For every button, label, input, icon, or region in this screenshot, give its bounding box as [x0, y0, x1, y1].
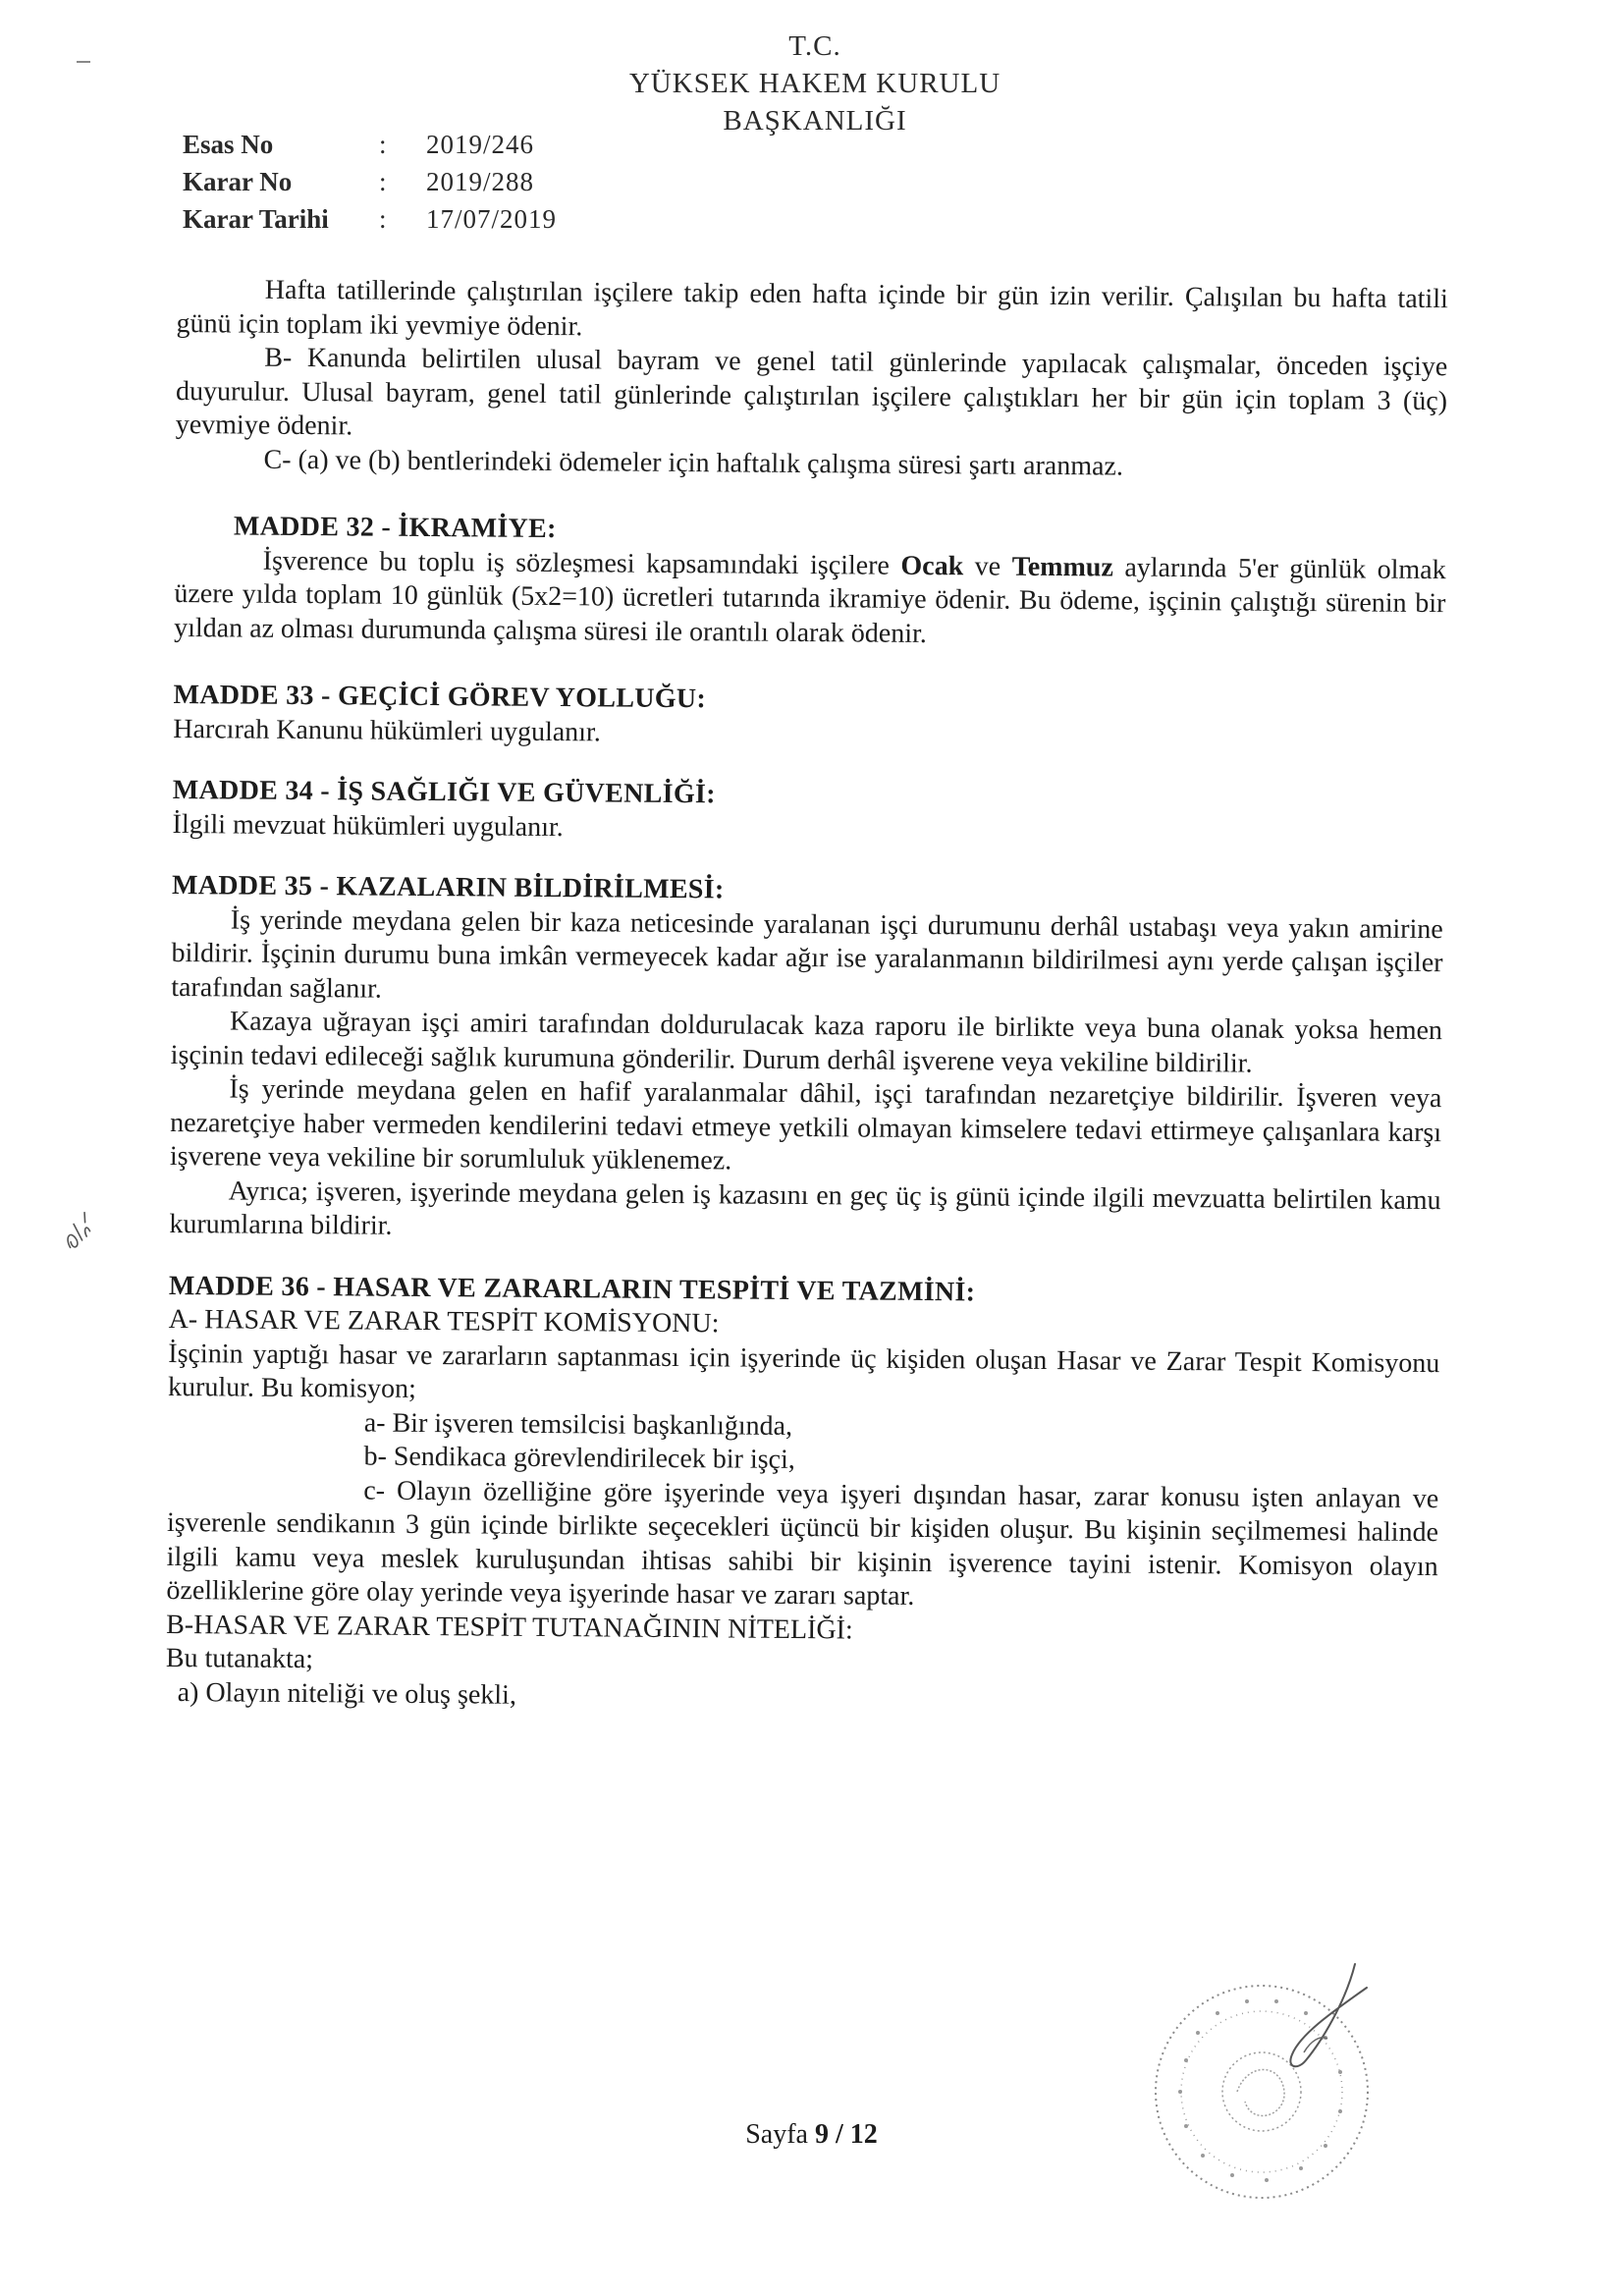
- text-segment: ve: [963, 550, 1012, 582]
- list-item: a) Olayın niteliği ve oluş şekli,: [177, 1676, 517, 1711]
- meta-label: Esas No: [183, 130, 274, 159]
- article-35-heading: MADDE 35 - KAZALARIN BİLDİRİLMESİ:: [171, 869, 725, 905]
- paragraph: İşçinin yaptığı hasar ve zararların saptanması için işyerinde üç kişiden oluşan Hasar ve Zarar Tespit Komisyonu kurulur. Bu komisyon;: [167, 1338, 1440, 1404]
- meta-value: 2019/288: [426, 167, 535, 196]
- meta-colon: :: [379, 204, 387, 234]
- meta-colon: :: [379, 130, 387, 159]
- list-item: c- Olayın özelliğine göre işyerinde veya işyeri dışından hasar, zarar konusu işten anlayan ve işverenle sendikanın 3 gün içinde birlikte seçecekleri üçüncü bir kişiden oluşur. Bu kişinin seçilmemesi halinde ilgili kamu veya meslek kuruluşundan ihtisas sahibi bir kişinin işverence tayini istenir. Komisyon olayın özelliklerine göre olay yerinde veya işyerinde hasar ve zararı saptar.: [166, 1475, 1439, 1612]
- page-label: Sayfa: [745, 2119, 815, 2150]
- article-33-heading: MADDE 33 - GEÇİCİ GÖREV YOLLUĞU:: [173, 679, 707, 715]
- meta-label: Karar Tarihi: [183, 204, 329, 234]
- header-line-office: BAŞKANLIĞI: [723, 105, 907, 137]
- article-34-heading: MADDE 34 - İŞ SAĞLIĞI VE GÜVENLİĞİ:: [172, 774, 716, 810]
- paragraph: İş yerinde meydana gelen en hafif yaralanmalar dâhil, işçi tarafından nezaretçiye bildirilir. İşveren veya nezaretçiye haber vermeden kendilerini tedavi etmeye yetkili olmayan kimselere tedavi ettirmeye çalışanlara karşı işverene veya vekiline bir sorumluluk yüklenemez.: [169, 1073, 1442, 1176]
- meta-row-esas: [183, 126, 557, 163]
- paragraph: C- (a) ve (b) bentlerindeki ödemeler için haftalık çalışma süresi şartı aranmaz.: [263, 444, 1124, 482]
- meta-label: Karar No: [183, 167, 293, 196]
- month-ocak: Ocak: [900, 550, 964, 581]
- page-number: 9 / 12: [814, 2119, 878, 2150]
- case-metadata: [183, 126, 557, 238]
- article-36-section-b-heading: B-HASAR VE ZARAR TESPİT TUTANAĞININ NİTELİĞİ:: [166, 1609, 853, 1645]
- signature-initials-mark: [53, 1207, 109, 1263]
- document-header: [550, 27, 1080, 139]
- meta-row-karar: [183, 163, 557, 200]
- article-36-heading: MADDE 36 - HASAR VE ZARARLARIN TESPİTİ VE TAZMİNİ:: [168, 1270, 976, 1307]
- scan-mark: [77, 61, 90, 63]
- official-seal: [1109, 1944, 1434, 2224]
- document-body: [166, 273, 1448, 1720]
- list-item: a- Bir işveren temsilcisi başkanlığında,: [363, 1407, 793, 1442]
- paragraph: B- Kanunda belirtilen ulusal bayram ve genel tatil günlerinde yapılacak çalışmalar, önceden işçiye duyurulur. Ulusal bayram, genel tatil günlerinde çalıştırılan işçilere çalıştıkları her bir gün için toplam 3 (üç) yevmiye ödenir.: [175, 342, 1448, 442]
- official-seal-icon: [1109, 1944, 1434, 2219]
- signature-initials-icon: [53, 1207, 106, 1259]
- meta-value: 17/07/2019: [426, 204, 558, 234]
- text-segment: aylarında 5'er günlük olmak üzere yılda toplam 10 günlük (5x2=10) ücretleri tutarında ikramiye ödenir. Bu ödeme, işçinin çalıştığı sürenin bir yıldan az olması durumunda çalışma süresi ile orantılı olarak ödenir.: [174, 552, 1446, 649]
- article-32-heading: MADDE 32 - İKRAMİYE:: [233, 511, 557, 545]
- paragraph: Hafta tatillerinde çalıştırılan işçilere takip eden hafta içinde bir gün izin verilir. Çalışılan bu hafta tatili günü için toplam iki yevmiye ödenir.: [176, 274, 1448, 342]
- paragraph: Bu tutanakta;: [165, 1642, 314, 1675]
- header-line-institution: YÜKSEK HAKEM KURULU: [628, 68, 1001, 99]
- article-34-text: İlgili mevzuat hükümleri uygulanır.: [172, 808, 564, 843]
- meta-value: 2019/246: [426, 130, 535, 159]
- header-line-tc: T.C.: [788, 30, 841, 62]
- paragraph: Ayrıca; işveren, işyerinde meydana gelen iş kazasını en geç üç iş günü içinde ilgili mevzuatta belirtilen kamu kurumlarına bildirir.: [169, 1175, 1441, 1241]
- article-33-text: Harcırah Kanunu hükümleri uygulanır.: [173, 713, 601, 747]
- list-item: b- Sendikaca görevlendirilecek bir işçi,: [363, 1441, 795, 1475]
- article-32-text: [174, 543, 1446, 655]
- meta-colon: :: [379, 167, 387, 196]
- month-temmuz: Temmuz: [1011, 551, 1114, 583]
- text-segment: İşverence bu toplu iş sözleşmesi kapsamındaki işçilere: [262, 545, 901, 581]
- article-36-section-a-heading: A- HASAR VE ZARAR TESPİT KOMİSYONU:: [168, 1303, 720, 1339]
- paragraph: İş yerinde meydana gelen bir kaza neticesinde yaralanan işçi durumunu derhâl ustabaşı veya yakın amirine bildirir. İşçinin durumu buna imkân vermeyecek kadar ağır ise yaralanmanın bildirilmesi aynı yerde çalışan işçiler tarafından sağlanır.: [171, 903, 1443, 1005]
- paragraph: Kazaya uğrayan işçi amiri tarafından doldurulacak kaza raporu ile birlikte veya buna olanak yoksa hemen işçinin tedavi edileceği sağlık kurumuna gönderilir. Durum derhâl işverene veya vekiline bildirilir.: [170, 1006, 1443, 1079]
- meta-row-tarih: [183, 200, 557, 238]
